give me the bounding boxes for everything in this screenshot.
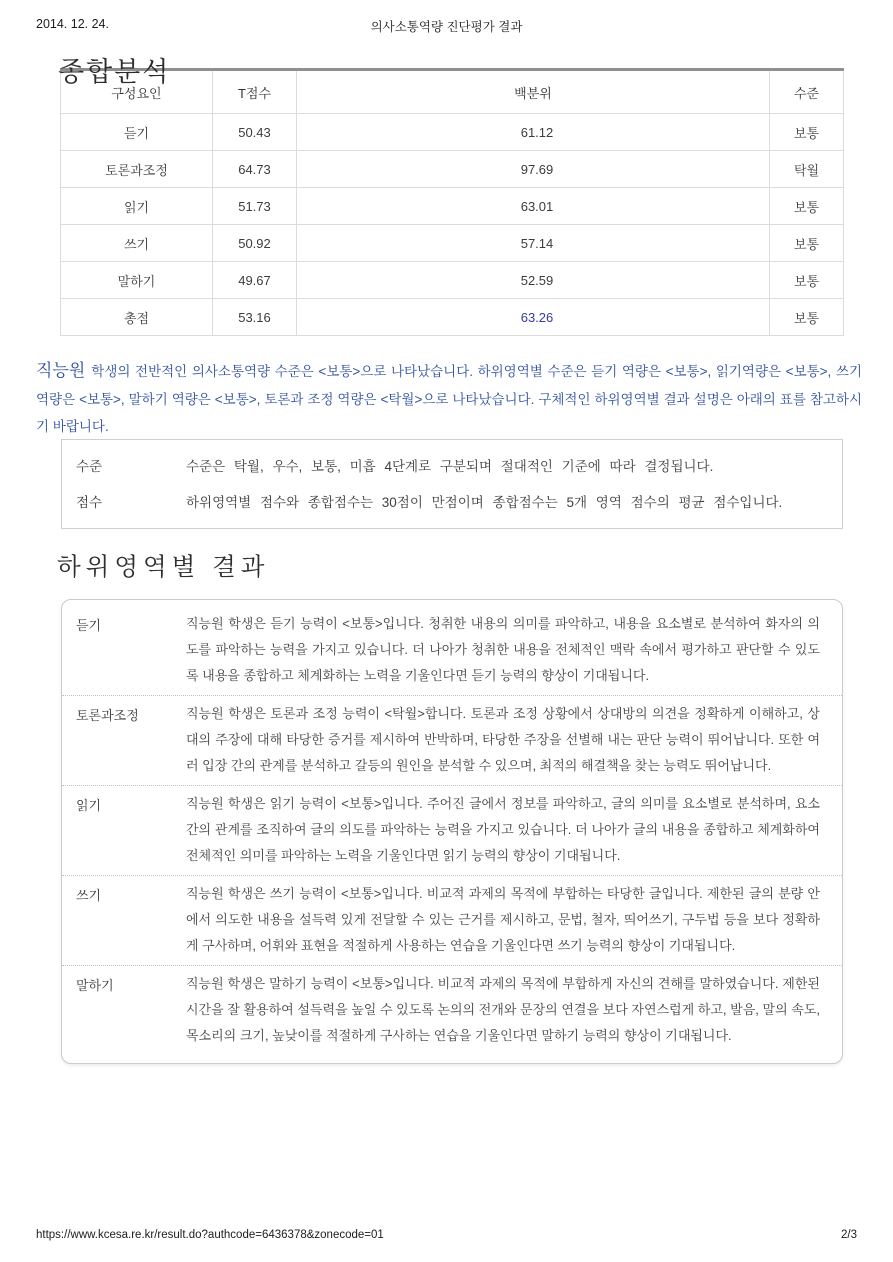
detail-row-writing xyxy=(62,876,842,966)
factor-cell: 토론과조정 xyxy=(61,151,213,188)
summary-section-heading: 종합분석 xyxy=(58,57,171,87)
page-number: 2/3 xyxy=(841,1229,857,1241)
level-cell: 보통 xyxy=(770,262,844,299)
factor-cell: 말하기 xyxy=(61,262,213,299)
tscore-cell: 53.16 xyxy=(213,299,297,336)
legend-text: 수준은 탁월, 우수, 보통, 미흡 4단계로 구분되며 절대적인 기준에 따라 결정됩니다. xyxy=(186,459,714,474)
legend-label: 점수 xyxy=(76,495,103,510)
legend-row-level xyxy=(62,447,842,483)
factor-cell: 쓰기 xyxy=(61,225,213,262)
detail-row-debate xyxy=(62,696,842,786)
detail-section-heading: 하위영역별 결과 xyxy=(57,554,270,581)
print-header xyxy=(0,17,893,35)
legend-label: 수준 xyxy=(76,459,103,474)
percentile-cell-total: 63.26 xyxy=(297,299,770,336)
tscore-cell: 64.73 xyxy=(213,151,297,188)
factor-cell: 듣기 xyxy=(61,114,213,151)
level-cell: 보통 xyxy=(770,188,844,225)
percentile-cell: 57.14 xyxy=(297,225,770,262)
detail-label: 읽기 xyxy=(76,798,102,813)
detail-row-speaking xyxy=(62,966,842,1055)
detail-text: 직능원 학생은 듣기 능력이 <보통>입니다. 청취한 내용의 의미를 파악하고, 내용을 요소별로 분석하여 화자의 의도를 파악하는 능력을 가지고 있습니다. 더 나아가 청취한 내용을 전체적인 맥락 속에서 평가하고 판단할 수 있도록 내용을 종합하고 체계화하는 노력을 기울인다면 듣기 능력의 향상이 기대됩니다. xyxy=(186,616,820,683)
table-row-total xyxy=(61,299,844,336)
print-date: 2014. 12. 24. xyxy=(36,17,109,31)
overall-comment xyxy=(36,357,862,441)
legend-box xyxy=(61,439,843,529)
tscore-cell: 50.92 xyxy=(213,225,297,262)
detail-label: 토론과조정 xyxy=(76,708,139,723)
document-title: 의사소통역량 진단평가 결과 xyxy=(370,20,523,34)
table-row xyxy=(61,188,844,225)
level-cell: 보통 xyxy=(770,114,844,151)
detail-text: 직능원 학생은 말하기 능력이 <보통>입니다. 비교적 과제의 목적에 부합하게 자신의 견해를 말하였습니다. 제한된 시간을 잘 활용하여 설득력을 높일 수 있도록 논의의 전개와 문장의 연결을 보다 자연스럽게 하고, 발음, 말의 속도, 목소리의 크기, 높낮이를 적절하게 구사하는 연습을 기울인다면 말하기 능력의 향상이 기대됩니다. xyxy=(186,976,820,1043)
table-row xyxy=(61,262,844,299)
summary-table-wrap xyxy=(60,68,844,336)
table-row xyxy=(61,225,844,262)
detail-label: 말하기 xyxy=(76,978,114,993)
detail-text: 직능원 학생은 쓰기 능력이 <보통>입니다. 비교적 과제의 목적에 부합하는 타당한 글입니다. 제한된 글의 분량 안에서 의도한 내용을 설득력 있게 전달할 수 있는 근거를 제시하고, 문법, 철자, 띄어쓰기, 구두법 등을 보다 정확하게 구사하며, 어휘와 표현을 적절하게 사용하는 연습을 기울인다면 쓰기 능력의 향상이 기대됩니다. xyxy=(186,886,820,953)
percentile-cell: 97.69 xyxy=(297,151,770,188)
detail-row-listening xyxy=(62,606,842,696)
level-cell: 탁월 xyxy=(770,151,844,188)
summary-score-table xyxy=(60,68,844,336)
column-header-tscore: T점수 xyxy=(213,70,297,114)
percentile-cell: 61.12 xyxy=(297,114,770,151)
factor-cell: 총점 xyxy=(61,299,213,336)
column-header-percentile: 백분위 xyxy=(297,70,770,114)
detail-text: 직능원 학생은 토론과 조정 능력이 <탁월>합니다. 토론과 조정 상황에서 상대방의 의견을 정확하게 이해하고, 상대의 주장에 대해 타당한 증거를 제시하여 반박하며, 타당한 주장을 선별해 내는 판단 능력이 뛰어납니다. 또한 여러 입장 간의 관계를 분석하고 갈등의 원인을 분석할 수 있으며, 최적의 해결책을 찾는 능력도 뛰어납니다. xyxy=(186,706,820,773)
table-header-row xyxy=(61,70,844,114)
table-row xyxy=(61,114,844,151)
column-header-factor: 구성요인 xyxy=(61,70,213,114)
detail-label: 듣기 xyxy=(76,618,102,633)
source-url: https://www.kcesa.re.kr/result.do?authcode=6436378&zonecode=01 xyxy=(36,1229,384,1241)
tscore-cell: 49.67 xyxy=(213,262,297,299)
legend-row-score xyxy=(62,483,842,519)
detail-results-box xyxy=(61,599,843,1064)
legend-text: 하위영역별 점수와 종합점수는 30점이 만점이며 종합점수는 5개 영역 점수의 평균 점수입니다. xyxy=(186,495,783,510)
level-cell: 보통 xyxy=(770,299,844,336)
detail-text: 직능원 학생은 읽기 능력이 <보통>입니다. 주어진 글에서 정보를 파악하고, 글의 의미를 요소별로 분석하며, 요소 간의 관계를 조직하여 글의 의도를 파악하는 능력을 가지고 있습니다. 더 나아가 글의 내용을 종합하고 체계화하여 전체적인 의미를 파악하는 노력을 기울인다면 읽기 능력의 향상이 기대됩니다. xyxy=(186,796,820,863)
table-row xyxy=(61,151,844,188)
detail-label: 쓰기 xyxy=(76,888,102,903)
overall-comment-text: 학생의 전반적인 의사소통역량 수준은 <보통>으로 나타났습니다. 하위영역별 수준은 듣기 역량은 <보통>, 읽기역량은 <보통>, 쓰기역량은 <보통>, 말하기 역량은 <보통>, 토론과 조정 역량은 <탁월>으로 나타났습니다. 구체적인 하위영역별 결과 설명은 아래의 표를 참고하시기 바랍니다. xyxy=(36,364,862,434)
detail-row-reading xyxy=(62,786,842,876)
percentile-cell: 63.01 xyxy=(297,188,770,225)
tscore-cell: 50.43 xyxy=(213,114,297,151)
factor-cell: 읽기 xyxy=(61,188,213,225)
tscore-cell: 51.73 xyxy=(213,188,297,225)
level-cell: 보통 xyxy=(770,225,844,262)
column-header-level: 수준 xyxy=(770,70,844,114)
percentile-cell: 52.59 xyxy=(297,262,770,299)
student-name: 직능원 xyxy=(36,361,86,380)
